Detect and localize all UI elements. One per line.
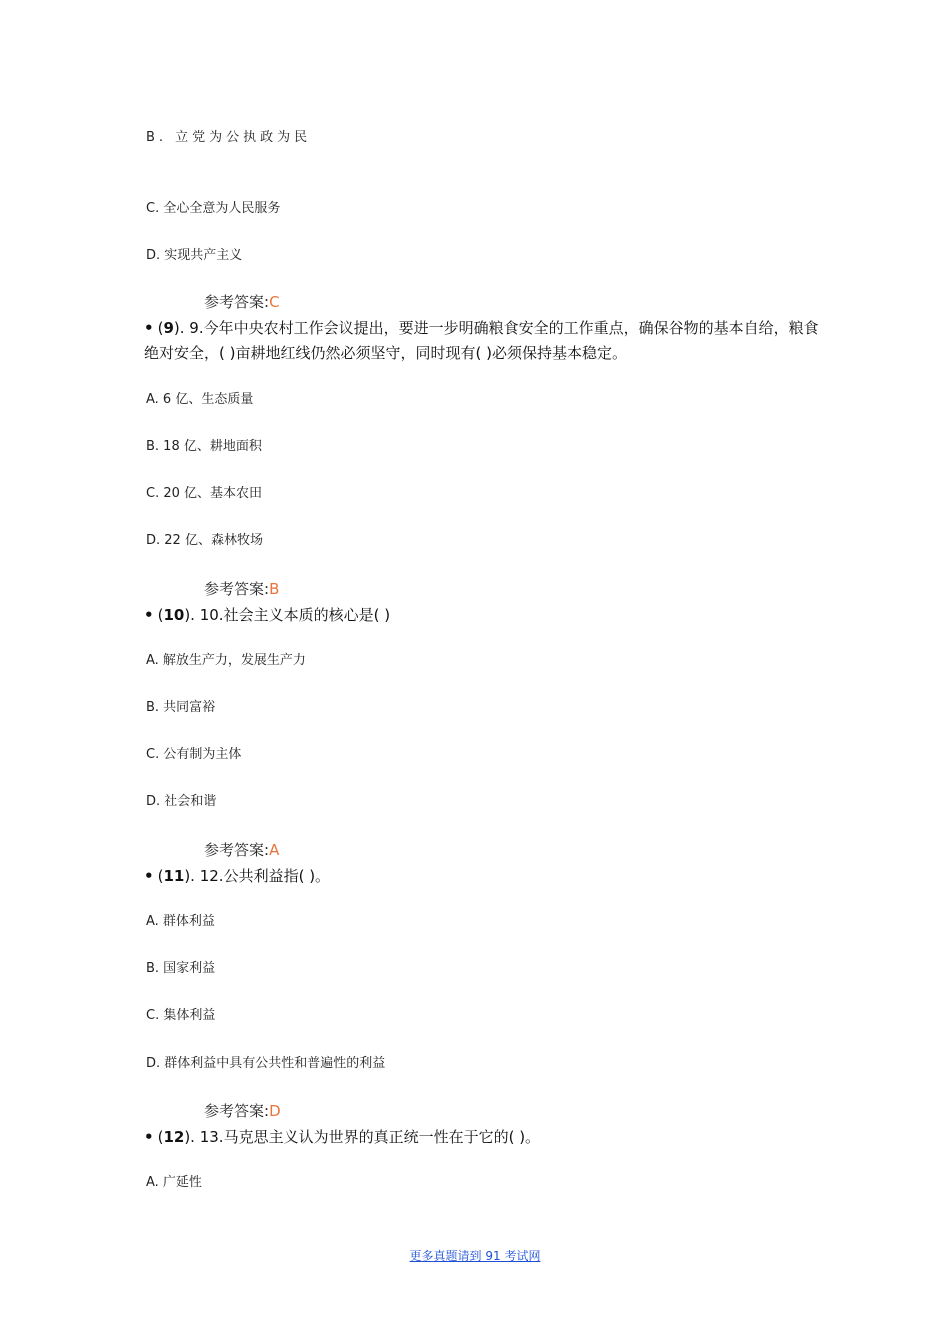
question-10: • (10). 10.社会主义本质的核心是( ) (144, 606, 391, 624)
answer-label: 参考答案: (204, 1102, 270, 1120)
bullet: • (144, 606, 154, 624)
q9-option-c: C. 20 亿、基本农田 (146, 486, 263, 501)
question-text: 9.今年中央农村工作会议提出，要进一步明确粮食安全的工作重点，确保谷物的基本自给，粮食绝对安全，( )亩耕地红线仍然必须坚守，同时现有( )必须保持基本稳定。 (144, 319, 819, 362)
q10-option-c: C. 公有制为主体 (146, 747, 242, 762)
q10-answer (204, 840, 279, 860)
footer-link[interactable]: 更多真题请到 91 考试网 (409, 1249, 541, 1263)
q9-option-d: D. 22 亿、森林牧场 (146, 533, 263, 548)
question-number: 12 (163, 1128, 185, 1146)
q11-option-d: D. 群体利益中具有公共性和普遍性的利益 (146, 1056, 386, 1071)
answer-value: A (269, 841, 280, 859)
answer-label: 参考答案: (204, 293, 270, 311)
bullet: • (144, 867, 154, 885)
question-number: 11 (163, 867, 185, 885)
bullet: • (144, 1128, 154, 1146)
q12-option-a: A. 广延性 (146, 1175, 202, 1190)
q8-option-b: B. 立党为公执政为民 (146, 130, 312, 145)
q11-option-c: C. 集体利益 (146, 1008, 216, 1023)
question-9: • (9). 9.今年中央农村工作会议提出，要进一步明确粮食安全的工作重点，确保谷物的基本自给，粮食绝对安全，( )亩耕地红线仍然必须坚守，同时现有( )必须保持基本稳定。 (144, 319, 819, 362)
q9-option-b: B. 18 亿、耕地面积 (146, 439, 262, 454)
answer-value: B (269, 580, 280, 598)
question-12: • (12). 13.马克思主义认为世界的真正统一性在于它的( )。 (144, 1128, 541, 1146)
question-11: • (11). 12.公共利益指( )。 (144, 867, 331, 885)
answer-value: D (269, 1102, 281, 1120)
q9-option-a: A. 6 亿、生态质量 (146, 392, 254, 407)
q9-answer (204, 579, 279, 599)
q11-option-a: A. 群体利益 (146, 914, 215, 929)
question-number: 9 (163, 319, 174, 337)
q8-option-d: D. 实现共产主义 (146, 248, 243, 263)
q10-option-a: A. 解放生产力，发展生产力 (146, 653, 306, 668)
q10-option-d: D. 社会和谐 (146, 794, 217, 809)
answer-label: 参考答案: (204, 841, 270, 859)
question-number: 10 (163, 606, 185, 624)
question-text: 13.马克思主义认为世界的真正统一性在于它的( )。 (194, 1128, 541, 1146)
bullet: • (144, 319, 154, 337)
q8-answer (204, 292, 280, 312)
q10-option-b: B. 共同富裕 (146, 700, 216, 715)
question-text: 10.社会主义本质的核心是( ) (194, 606, 391, 624)
question-text: 12.公共利益指( )。 (194, 867, 331, 885)
answer-value: C (269, 293, 280, 311)
answer-label: 参考答案: (204, 580, 270, 598)
q11-option-b: B. 国家利益 (146, 961, 216, 976)
q11-answer (204, 1101, 281, 1121)
q8-option-c: C. 全心全意为人民服务 (146, 201, 281, 216)
